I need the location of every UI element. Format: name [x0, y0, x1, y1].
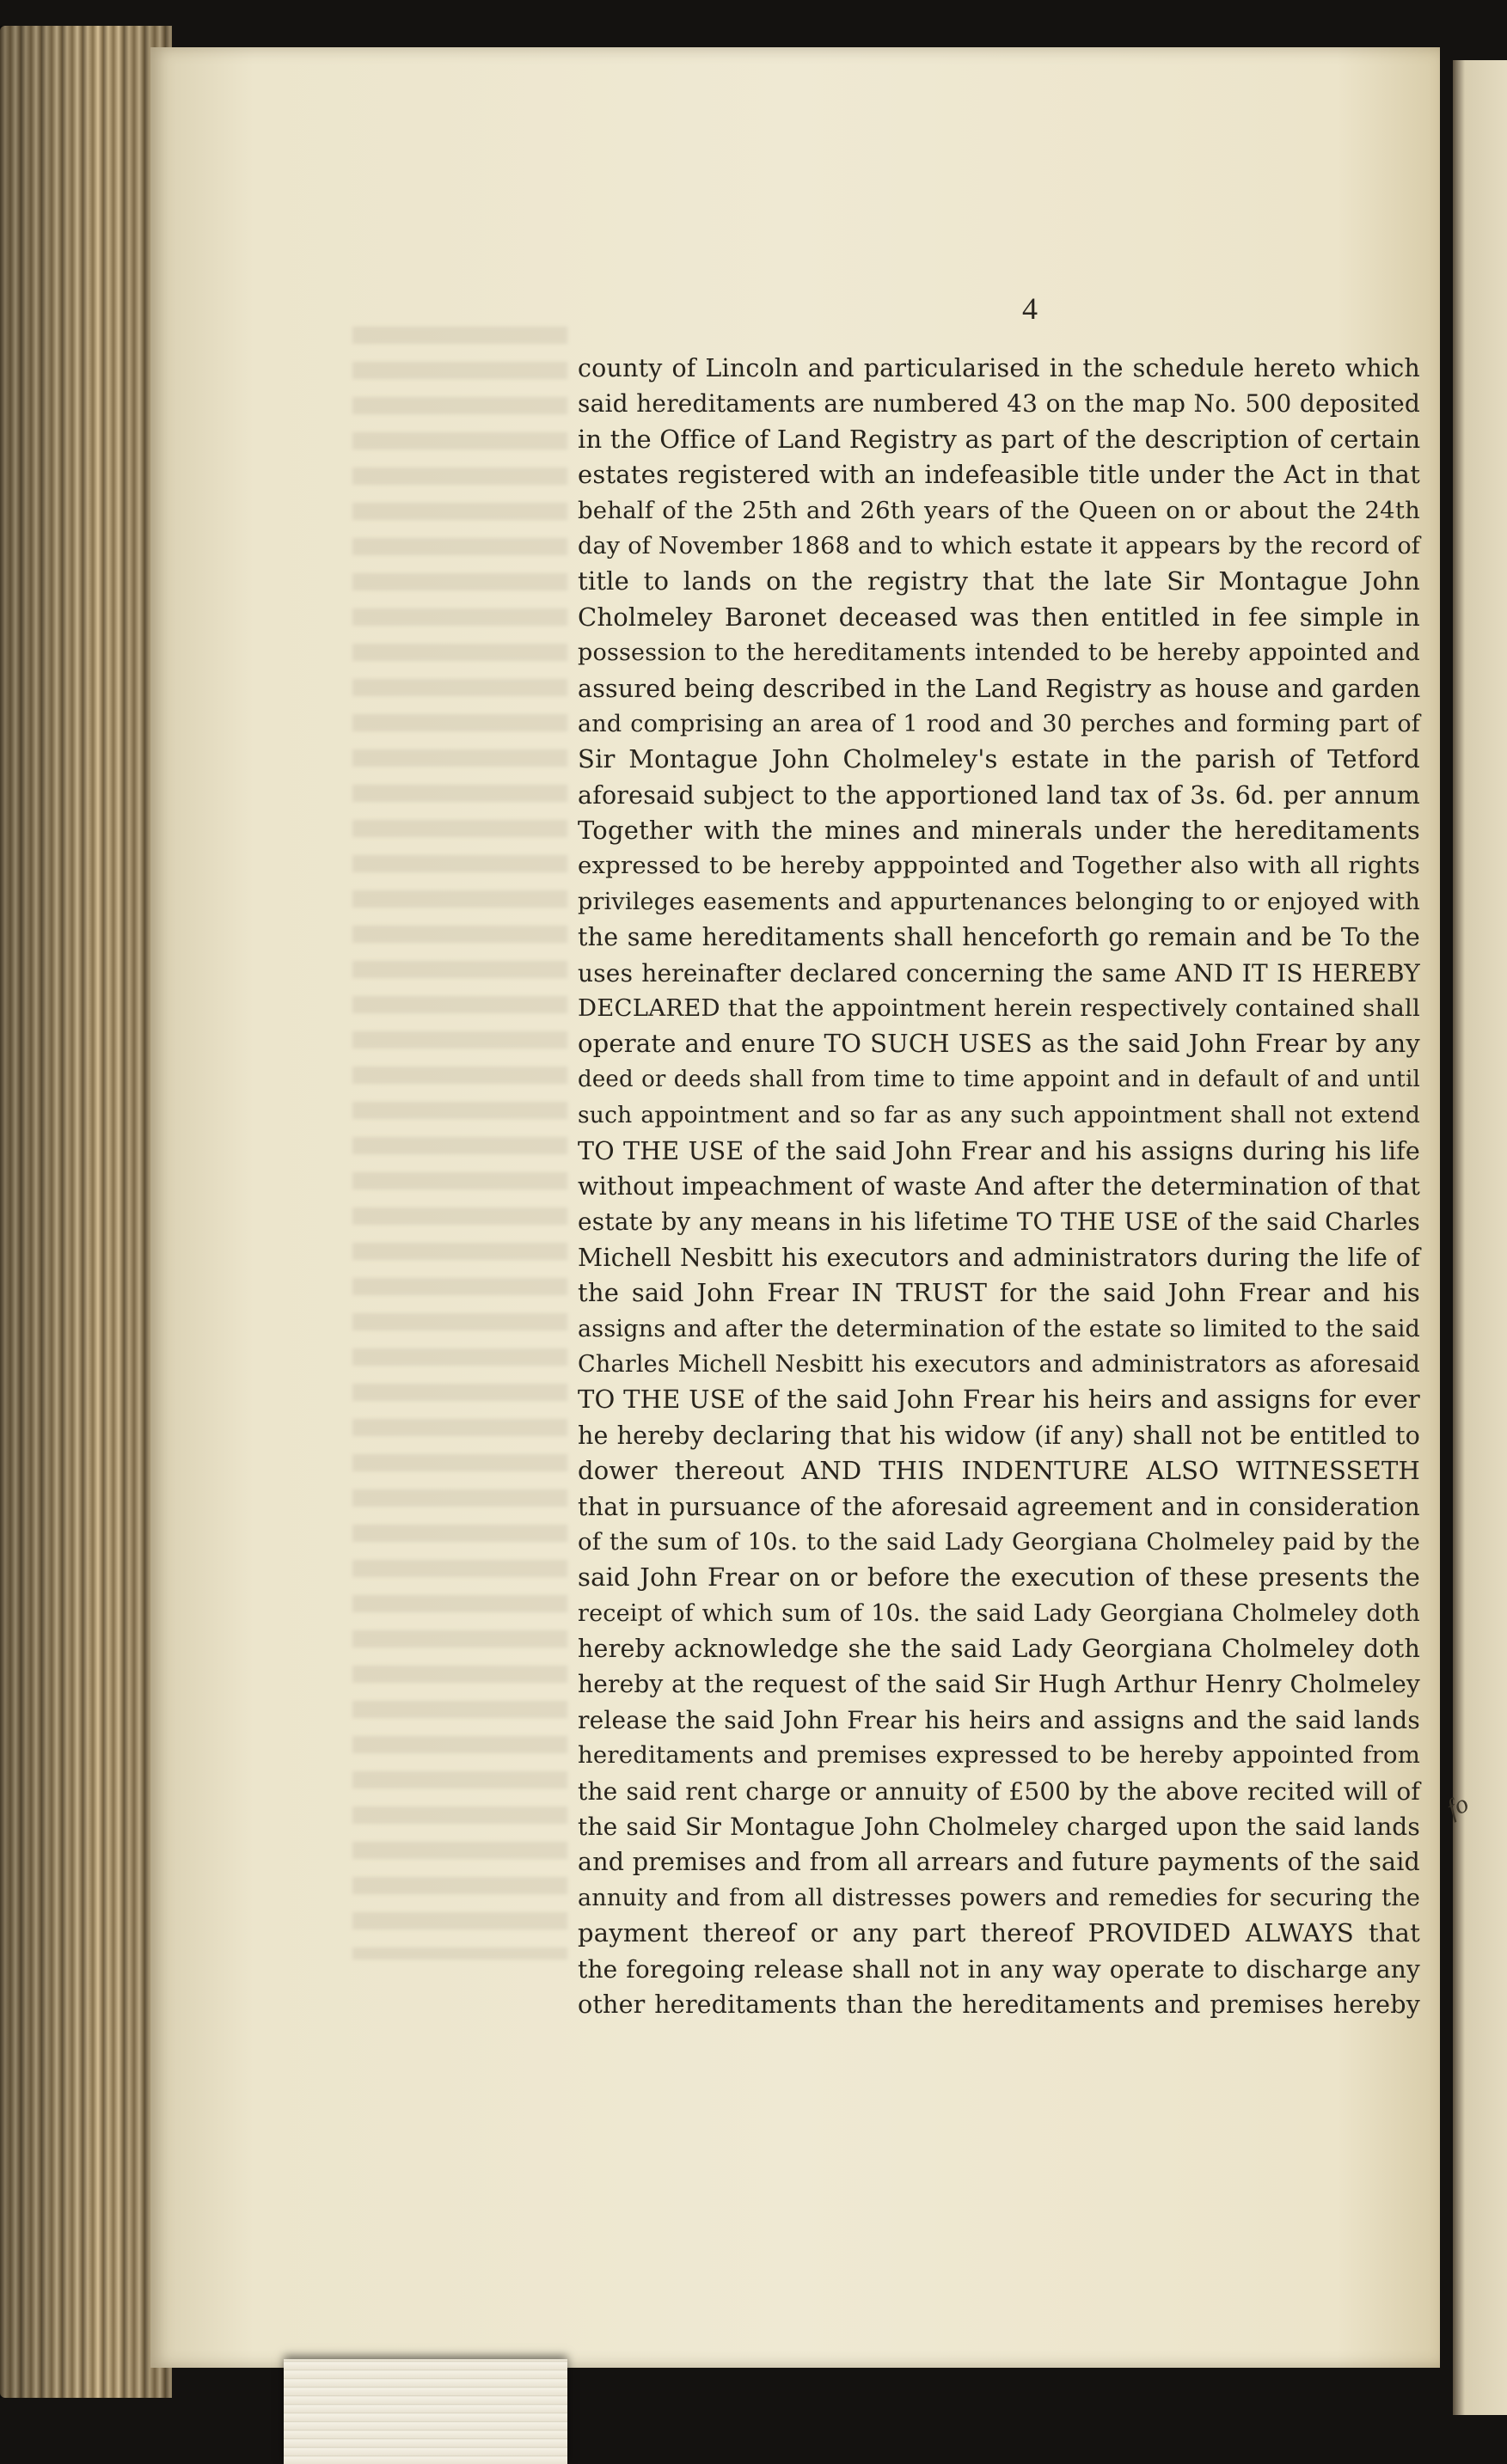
text-line: hereditaments and premises expressed to be hereby appointed from [578, 1741, 1420, 1770]
text-line: such appointment and so far as any such appointment shall not extend [578, 1102, 1420, 1129]
text-line: privileges easements and appurtenances belonging to or enjoyed with [578, 888, 1420, 915]
text-line: annuity and from all distresses powers and remedies for securing the [578, 1884, 1420, 1911]
text-line: TO THE USE of the said John Frear and his assigns during his life [578, 1136, 1420, 1165]
text-line: estates registered with an indefeasible title under the Act in that [578, 460, 1420, 490]
text-line: said John Frear on or before the execution of these presents the [578, 1562, 1420, 1593]
body-text [578, 351, 1420, 2022]
text-line: dower thereout AND THIS INDENTURE ALSO WITNESSETH [578, 1456, 1420, 1486]
text-line: expressed to be hereby apppointed and Together also with all rights [578, 852, 1420, 880]
text-line: deed or deeds shall from time to time appoint and in default of and until [578, 1066, 1420, 1092]
text-line: receipt of which sum of 10s. the said Lady Georgiana Cholmeley doth [578, 1599, 1420, 1627]
text-line: TO THE USE of the said John Frear his heirs and assigns for ever [578, 1385, 1420, 1415]
text-line: the said rent charge or annuity of £500 by the above recited will of [578, 1776, 1420, 1806]
text-line: the said Sir Montague John Cholmeley charged upon the said lands [578, 1813, 1420, 1842]
text-line: Charles Michell Nesbitt his executors and administrators as aforesaid [578, 1350, 1420, 1378]
text-line: Michell Nesbitt his executors and administrators during the life of [578, 1243, 1420, 1272]
text-line: release the said John Frear his heirs and assigns and the said lands [578, 1705, 1420, 1734]
text-line: Together with the mines and minerals under the hereditaments [578, 816, 1420, 846]
text-line: without impeachment of waste And after the determination of that [578, 1171, 1420, 1201]
text-line: and comprising an area of 1 rood and 30 perches and forming part of [578, 710, 1420, 737]
text-line: DECLARED that the appointment herein respectively contained shall [578, 994, 1420, 1023]
show-through-text [352, 327, 567, 1960]
text-line: payment thereof or any part thereof PROVIDED ALWAYS that [578, 1918, 1420, 1948]
text-line: that in pursuance of the aforesaid agreement and in consideration [578, 1492, 1420, 1521]
text-line: assigns and after the determination of the estate so limited to the said [578, 1315, 1421, 1342]
text-line: hereby acknowledge she the said Lady Georgiana Cholmeley doth [578, 1635, 1420, 1664]
text-line: county of Lincoln and particularised in the schedule hereto which [578, 354, 1420, 382]
text-line: estate by any means in his lifetime TO THE USE of the said Charles [578, 1208, 1420, 1237]
text-line: other hereditaments than the hereditaments and premises hereby [578, 1990, 1420, 2019]
text-line: the said John Frear IN TRUST for the said John Frear and his [578, 1278, 1420, 1308]
text-line: the foregoing release shall not in any way operate to discharge any [578, 1954, 1420, 1984]
text-line: aforesaid subject to the apportioned land tax of 3s. 6d. per annum [578, 780, 1420, 810]
text-line: hereby at the request of the said Sir Hugh Arthur Henry Cholmeley [578, 1670, 1420, 1699]
text-line: Sir Montague John Cholmeley's estate in the parish of Tetford [578, 744, 1420, 774]
text-line: Cholmeley Baronet deceased was then entitled in fee simple in [578, 602, 1420, 632]
text-line: assured being described in the Land Registry as house and garden [578, 674, 1421, 703]
text-line: day of November 1868 and to which estate it appears by the record of [578, 532, 1420, 559]
text-line: of the sum of 10s. to the said Lady Georgiana Cholmeley paid by the [578, 1527, 1420, 1556]
facing-page-edge [1453, 60, 1507, 2415]
text-line: he hereby declaring that his widow (if any) shall not be entitled to [578, 1421, 1420, 1450]
text-line: possession to the hereditaments intended to be hereby appointed and [578, 639, 1420, 667]
text-line: behalf of the 25th and 26th years of the Queen on or about the 24th [578, 496, 1420, 524]
text-line: title to lands on the registry that the late Sir Montague John [578, 566, 1420, 596]
text-line: operate and enure TO SUCH USES as the said John Frear by any [578, 1029, 1420, 1059]
text-line: in the Office of Land Registry as part of the description of certain [578, 424, 1421, 454]
bookmark-tab [284, 2359, 567, 2464]
margin-annotation: fo [1443, 1788, 1473, 1824]
text-line: the same hereditaments shall henceforth go remain and be To the [578, 923, 1420, 952]
text-line: and premises and from all arrears and future payments of the said [578, 1848, 1420, 1877]
text-line: uses hereinafter declared concerning the same AND IT IS HEREBY [578, 958, 1420, 987]
page-number: 4 [1022, 291, 1038, 326]
book-fore-edges [0, 26, 172, 2398]
text-line: said hereditaments are numbered 43 on the map No. 500 deposited [578, 389, 1420, 419]
